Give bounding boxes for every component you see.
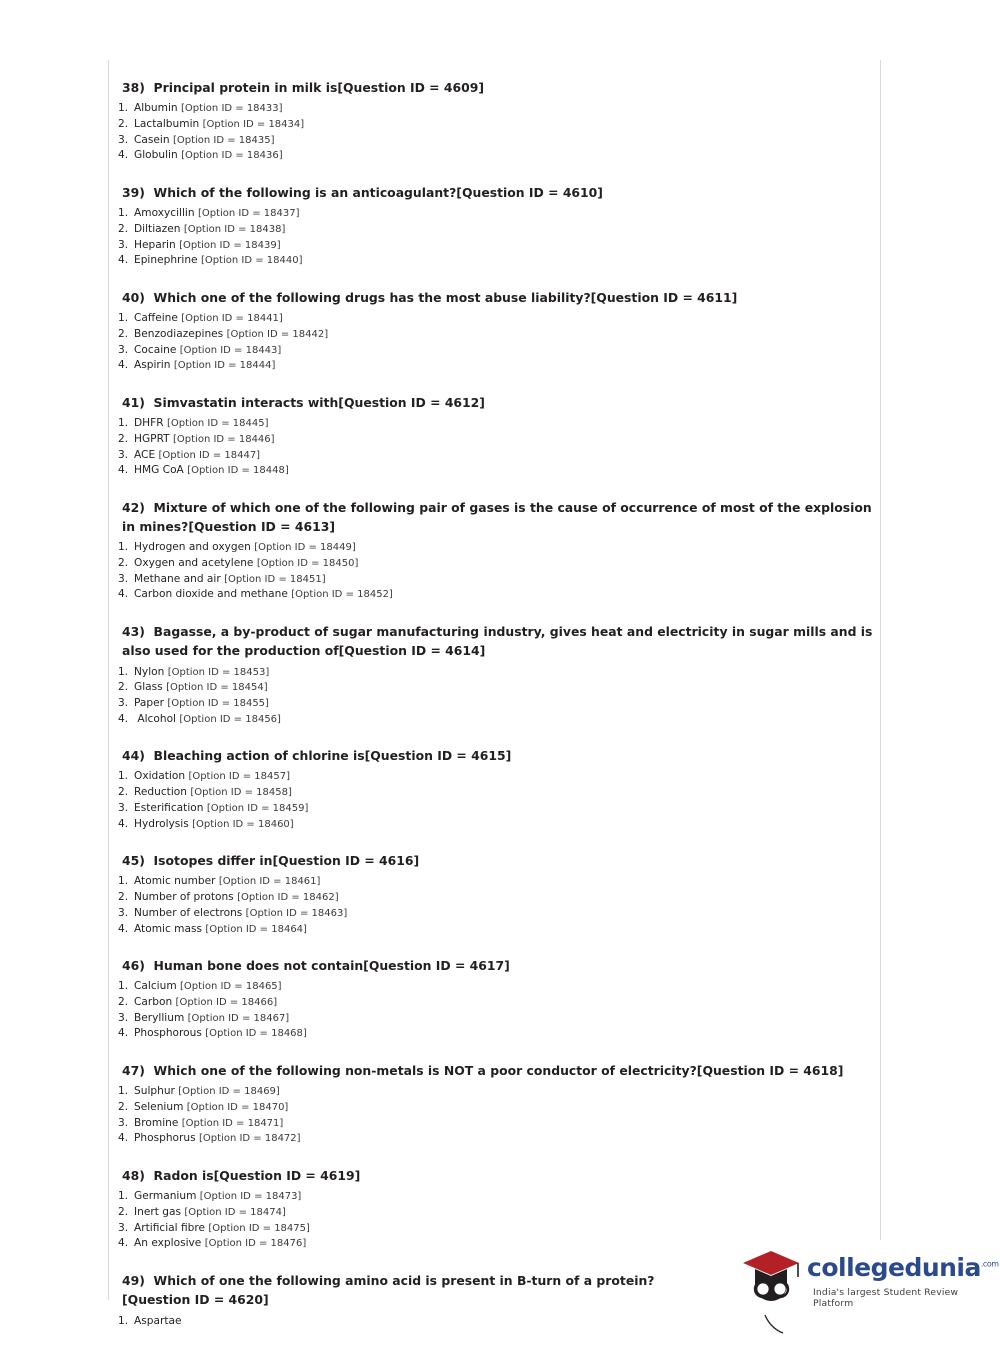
option-label: Aspirin xyxy=(134,359,171,372)
logo-tagline: India's largest Student Review Platform xyxy=(813,1287,959,1309)
option-number: 4. xyxy=(118,359,129,372)
question-text xyxy=(118,288,874,307)
option-item[interactable] xyxy=(118,222,874,238)
option-number: 4. xyxy=(118,817,129,830)
logo-wordmark xyxy=(807,1253,999,1282)
option-label: Reduction xyxy=(134,786,187,799)
option-label: Hydrogen and oxygen xyxy=(134,541,251,554)
option-item[interactable] xyxy=(118,448,874,464)
option-item[interactable] xyxy=(118,817,874,833)
option-id: [Option ID = 18447] xyxy=(158,449,261,461)
question-text xyxy=(118,498,874,536)
left-margin-rule xyxy=(108,60,109,1300)
option-label: Esterification xyxy=(134,801,204,814)
option-item[interactable] xyxy=(118,680,874,696)
option-item[interactable] xyxy=(118,238,874,254)
option-item[interactable] xyxy=(118,556,874,572)
option-label: Phosphorous xyxy=(134,1027,202,1040)
option-number: 3. xyxy=(118,133,129,146)
question-block xyxy=(118,183,874,269)
question-text xyxy=(118,1166,874,1185)
option-item[interactable] xyxy=(118,133,874,149)
option-item[interactable] xyxy=(118,1026,874,1042)
option-number: 2. xyxy=(118,222,129,235)
question-number: 38) xyxy=(122,80,145,95)
option-number: 4. xyxy=(118,254,129,267)
option-number: 2. xyxy=(118,117,129,130)
option-item[interactable] xyxy=(118,1189,874,1205)
option-item[interactable] xyxy=(118,712,874,728)
option-id: [Option ID = 18456] xyxy=(179,713,281,725)
option-id: [Option ID = 18457] xyxy=(188,771,290,783)
option-list xyxy=(118,769,874,832)
option-item[interactable] xyxy=(118,1084,874,1100)
question-body: Bagasse, a by-product of sugar manufacturing industry, gives heat and electricity in sugar mills and is also used for the production of xyxy=(122,624,873,659)
option-label: Phosphorus xyxy=(134,1132,196,1145)
question-body: Mixture of which one of the following pair of gases is the cause of occurrence of most of the explosion in mines? xyxy=(122,499,872,535)
option-number: 3. xyxy=(118,696,129,709)
option-number: 1. xyxy=(118,312,129,325)
option-id: [Option ID = 18459] xyxy=(206,802,309,814)
option-item[interactable] xyxy=(118,572,874,588)
option-item[interactable] xyxy=(118,696,874,712)
option-number: 3. xyxy=(118,343,129,356)
question-id: [Question ID = 4609] xyxy=(337,80,485,95)
option-id: [Option ID = 18435] xyxy=(172,134,275,146)
option-number: 2. xyxy=(118,996,129,1009)
logo-tail-icon xyxy=(761,1313,787,1335)
option-id: [Option ID = 18469] xyxy=(178,1086,280,1098)
logo-name: collegedunia xyxy=(807,1253,981,1282)
option-label: Calcium xyxy=(134,980,177,993)
option-number: 3. xyxy=(118,906,129,919)
question-text xyxy=(118,183,874,202)
question-text xyxy=(118,393,874,412)
question-body: Isotopes differ in xyxy=(153,853,273,869)
option-list xyxy=(118,311,874,374)
option-label: Lactalbumin xyxy=(134,117,200,130)
option-number: 3. xyxy=(118,1011,129,1024)
option-item[interactable] xyxy=(118,416,874,432)
option-number: 1. xyxy=(118,875,129,888)
question-body: Bleaching action of chlorine is xyxy=(153,748,365,764)
option-id: [Option ID = 18464] xyxy=(205,923,307,935)
option-number: 2. xyxy=(118,891,129,904)
option-id: [Option ID = 18438] xyxy=(183,223,286,235)
option-item[interactable] xyxy=(118,1205,874,1221)
option-label: DHFR xyxy=(134,417,164,430)
question-body: Radon is xyxy=(153,1168,214,1184)
option-item[interactable] xyxy=(118,665,874,681)
question-number: 41) xyxy=(122,394,145,410)
question-id: [Question ID = 4612] xyxy=(338,394,485,410)
option-label: Glass xyxy=(134,681,163,694)
option-label: Globulin xyxy=(134,149,178,162)
option-number: 1. xyxy=(118,417,129,430)
option-number: 1. xyxy=(118,207,129,220)
option-item[interactable] xyxy=(118,117,874,133)
option-label: Methane and air xyxy=(134,572,221,585)
option-item[interactable] xyxy=(118,785,874,801)
option-list xyxy=(118,101,874,164)
option-number: 4. xyxy=(118,1027,129,1040)
option-number: 3. xyxy=(118,1116,129,1129)
option-item[interactable] xyxy=(118,148,874,164)
question-number: 43) xyxy=(122,624,145,640)
option-id: [Option ID = 18468] xyxy=(205,1028,307,1040)
option-id: [Option ID = 18473] xyxy=(199,1191,302,1203)
option-list xyxy=(118,540,874,603)
question-id: [Question ID = 4619] xyxy=(213,1168,361,1184)
option-label: Oxygen and acetylene xyxy=(134,557,254,569)
option-number: 3. xyxy=(118,238,129,251)
question-number: 47) xyxy=(122,1063,145,1079)
option-id: [Option ID = 18466] xyxy=(175,997,278,1009)
question-block xyxy=(118,78,874,164)
option-label: Hydrolysis xyxy=(134,817,189,830)
option-label: Oxidation xyxy=(134,770,186,783)
option-label: Selenium xyxy=(134,1101,184,1114)
option-id: [Option ID = 18475] xyxy=(208,1222,310,1234)
option-id: [Option ID = 18454] xyxy=(166,682,268,694)
question-body: Simvastatin interacts with xyxy=(153,394,339,410)
option-label: HMG CoA xyxy=(134,464,184,477)
question-id: [Question ID = 4613] xyxy=(188,519,335,535)
option-number: 4. xyxy=(118,1237,129,1250)
question-body: Which one of the following non-metals is NOT a poor conductor of electricity? xyxy=(153,1063,697,1079)
option-id: [Option ID = 18436] xyxy=(181,150,283,162)
option-item[interactable] xyxy=(118,1221,874,1237)
option-label: Benzodiazepines xyxy=(134,327,224,340)
option-id: [Option ID = 18434] xyxy=(202,118,305,130)
option-item[interactable] xyxy=(118,343,874,359)
option-list xyxy=(118,1084,874,1147)
option-id: [Option ID = 18446] xyxy=(173,433,275,445)
option-number: 3. xyxy=(118,801,129,814)
option-item[interactable] xyxy=(118,101,874,117)
option-list xyxy=(118,979,874,1042)
option-label: An explosive xyxy=(134,1237,202,1250)
option-number: 4. xyxy=(118,922,129,935)
option-number: 2. xyxy=(118,557,129,569)
option-number: 2. xyxy=(118,432,129,445)
option-label: Heparin xyxy=(134,238,176,251)
option-item[interactable] xyxy=(118,1131,874,1147)
option-number: 1. xyxy=(118,102,129,115)
option-id: [Option ID = 18442] xyxy=(226,328,329,340)
option-label: Atomic mass xyxy=(134,922,203,935)
question-body: Which one of the following drugs has the most abuse liability? xyxy=(153,289,591,305)
option-label: Albumin xyxy=(134,102,178,115)
option-label: Artificial fibre xyxy=(134,1221,205,1234)
question-id: [Question ID = 4614] xyxy=(338,643,486,659)
option-id: [Option ID = 18465] xyxy=(180,981,282,993)
question-body: Which of one the following amino acid is present in B-turn of a protein? xyxy=(153,1273,655,1289)
option-label: Germanium xyxy=(134,1190,197,1203)
option-number: 2. xyxy=(118,1101,129,1114)
option-list xyxy=(118,874,874,937)
option-item[interactable] xyxy=(118,922,874,938)
option-number: 1. xyxy=(118,665,129,678)
option-item[interactable] xyxy=(118,1100,874,1116)
option-id: [Option ID = 18462] xyxy=(237,892,339,904)
option-label: Aspartae xyxy=(134,1314,182,1327)
option-item[interactable] xyxy=(118,587,874,603)
option-label: Sulphur xyxy=(134,1085,175,1098)
option-id: [Option ID = 18471] xyxy=(181,1117,284,1129)
option-id: [Option ID = 18441] xyxy=(181,313,283,325)
option-id: [Option ID = 18433] xyxy=(180,103,283,115)
option-list xyxy=(118,416,874,479)
question-text xyxy=(118,956,874,975)
question-number: 40) xyxy=(122,289,145,305)
option-list xyxy=(118,665,874,728)
option-number: 1. xyxy=(118,541,129,554)
option-label: Beryllium xyxy=(134,1011,185,1024)
option-item[interactable] xyxy=(118,1116,874,1132)
option-id: [Option ID = 18460] xyxy=(192,818,294,830)
option-label: Atomic number xyxy=(134,875,216,888)
option-item[interactable] xyxy=(118,253,874,269)
option-label: Epinephrine xyxy=(134,254,198,267)
option-id: [Option ID = 18453] xyxy=(167,666,270,678)
option-item[interactable] xyxy=(118,1011,874,1027)
question-number: 42) xyxy=(122,499,145,515)
question-block xyxy=(118,288,874,374)
option-id: [Option ID = 18440] xyxy=(200,255,303,267)
question-number: 46) xyxy=(122,958,145,974)
question-number: 45) xyxy=(122,853,145,869)
option-number: 1. xyxy=(118,1190,129,1203)
option-id: [Option ID = 18474] xyxy=(184,1207,286,1219)
option-label: Carbon xyxy=(134,996,173,1009)
option-label: Number of electrons xyxy=(134,906,243,919)
option-id: [Option ID = 18461] xyxy=(218,876,321,888)
option-id: [Option ID = 18448] xyxy=(187,465,289,477)
option-id: [Option ID = 18455] xyxy=(167,697,269,709)
option-number: 2. xyxy=(118,681,129,694)
option-number: 4. xyxy=(118,464,129,477)
question-text xyxy=(118,851,874,870)
question-list xyxy=(118,78,874,1348)
option-label: Nylon xyxy=(134,665,165,678)
option-id: [Option ID = 18439] xyxy=(179,239,281,251)
option-number: 4. xyxy=(118,149,129,162)
option-item[interactable] xyxy=(118,890,874,906)
question-id: [Question ID = 4618] xyxy=(696,1063,844,1079)
option-number: 3. xyxy=(118,572,129,585)
question-id: [Question ID = 4615] xyxy=(364,748,512,764)
option-item[interactable] xyxy=(118,540,874,556)
question-block xyxy=(118,1061,874,1147)
graduate-mascot-icon xyxy=(735,1243,807,1315)
option-label: Inert gas xyxy=(134,1206,181,1219)
option-id: [Option ID = 18452] xyxy=(291,589,393,601)
question-text xyxy=(118,746,874,765)
option-item[interactable] xyxy=(118,463,874,479)
question-number: 39) xyxy=(122,184,145,200)
right-margin-rule xyxy=(880,60,881,1240)
question-block xyxy=(118,622,874,727)
question-block xyxy=(118,1166,874,1252)
option-label: Carbon dioxide and methane xyxy=(134,588,288,601)
option-item[interactable] xyxy=(118,769,874,785)
question-body: Human bone does not contain xyxy=(153,958,364,974)
question-block xyxy=(118,393,874,479)
option-id: [Option ID = 18445] xyxy=(166,418,269,430)
option-number: 2. xyxy=(118,1206,129,1219)
option-item[interactable] xyxy=(118,327,874,343)
option-number: 1. xyxy=(118,770,129,783)
option-item[interactable] xyxy=(118,358,874,374)
option-number: 4. xyxy=(118,712,129,725)
option-id: [Option ID = 18444] xyxy=(173,360,276,372)
option-label: HGPRT xyxy=(134,432,170,445)
question-text xyxy=(118,622,874,660)
option-number: 3. xyxy=(118,1221,129,1234)
option-list xyxy=(118,206,874,269)
option-item[interactable] xyxy=(118,801,874,817)
option-id: [Option ID = 18449] xyxy=(254,542,356,554)
collegedunia-logo xyxy=(735,1243,999,1323)
option-id: [Option ID = 18463] xyxy=(245,907,348,919)
option-id: [Option ID = 18451] xyxy=(224,573,326,585)
option-label: Caffeine xyxy=(134,312,178,325)
question-id: [Question ID = 4610] xyxy=(456,184,603,200)
question-number: 48) xyxy=(122,1168,145,1184)
option-item[interactable] xyxy=(118,874,874,890)
option-item[interactable] xyxy=(118,995,874,1011)
option-number: 4. xyxy=(118,1132,129,1145)
option-number: 1. xyxy=(118,1314,129,1327)
option-id: [Option ID = 18467] xyxy=(187,1012,290,1024)
option-id: [Option ID = 18458] xyxy=(190,787,292,799)
option-id: [Option ID = 18472] xyxy=(199,1133,301,1145)
option-item[interactable] xyxy=(118,432,874,448)
question-id: [Question ID = 4620] xyxy=(122,1292,269,1308)
option-label: Amoxycillin xyxy=(134,207,195,220)
question-id: [Question ID = 4611] xyxy=(590,289,738,305)
question-number: 44) xyxy=(122,748,145,764)
option-number: 2. xyxy=(118,327,129,340)
question-text xyxy=(118,78,874,97)
question-block xyxy=(118,498,874,603)
option-label: ACE xyxy=(134,448,156,461)
option-label: Bromine xyxy=(134,1116,179,1129)
option-number: 3. xyxy=(118,448,129,461)
option-label: Alcohol xyxy=(134,712,177,725)
option-label: Paper xyxy=(134,696,165,709)
option-number: 4. xyxy=(118,588,129,601)
option-number: 2. xyxy=(118,786,129,799)
question-id: [Question ID = 4617] xyxy=(363,958,510,974)
option-number: 1. xyxy=(118,980,129,993)
option-id: [Option ID = 18470] xyxy=(186,1102,289,1114)
option-label: Number of protons xyxy=(134,891,234,904)
option-label: Cocaine xyxy=(134,343,177,356)
option-label: Diltiazen xyxy=(134,222,181,235)
option-item[interactable] xyxy=(118,311,874,327)
question-block xyxy=(118,746,874,832)
option-number: 1. xyxy=(118,1085,129,1098)
option-id: [Option ID = 18443] xyxy=(179,344,282,356)
question-body: Which of the following is an anticoagulant? xyxy=(153,184,457,200)
question-text xyxy=(118,1061,874,1080)
option-item[interactable] xyxy=(118,206,874,222)
logo-tm: .com xyxy=(980,1259,999,1269)
option-id: [Option ID = 18450] xyxy=(256,558,359,569)
question-body: Principal protein in milk is xyxy=(153,80,338,95)
option-item[interactable] xyxy=(118,906,874,922)
question-block xyxy=(118,956,874,1042)
option-id: [Option ID = 18476] xyxy=(204,1238,307,1250)
question-number: 49) xyxy=(122,1273,145,1289)
option-item[interactable] xyxy=(118,979,874,995)
question-id: [Question ID = 4616] xyxy=(272,853,420,869)
option-id: [Option ID = 18437] xyxy=(197,208,300,220)
option-label: Casein xyxy=(134,133,170,146)
question-block xyxy=(118,851,874,937)
